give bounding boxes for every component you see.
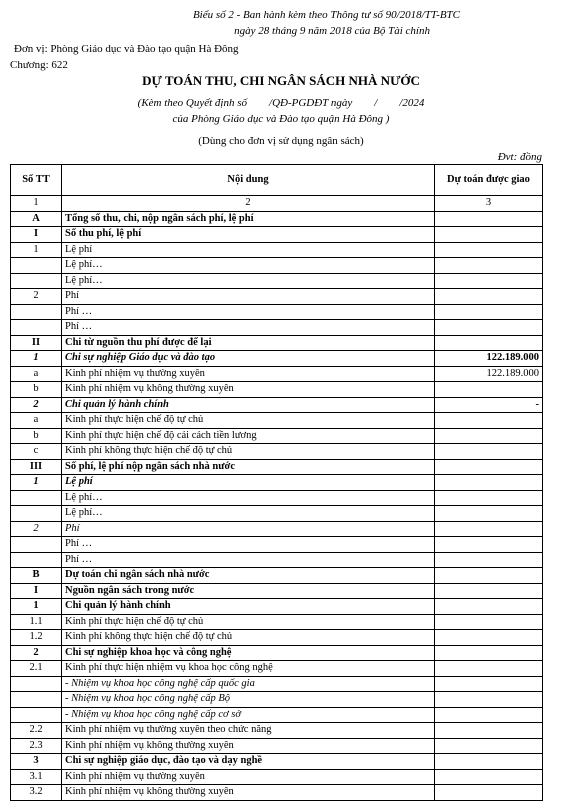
row-value	[435, 599, 543, 615]
table-row	[11, 614, 543, 630]
organization-line: Đơn vị: Phòng Giáo dục và Đào tạo quận Hà Đông	[14, 43, 239, 55]
row-content: Kinh phí không thực hiện chế độ tự chủ	[62, 630, 435, 646]
row-content: Chi từ nguồn thu phí được để lại	[62, 335, 435, 351]
row-number: b	[11, 382, 62, 398]
row-value	[435, 568, 543, 584]
table-row	[11, 211, 543, 227]
row-number	[11, 676, 62, 692]
table-row	[11, 785, 543, 801]
row-content: Lệ phí…	[62, 258, 435, 274]
row-number: 2	[11, 521, 62, 537]
row-content: Kinh phí nhiệm vụ thường xuyên	[62, 769, 435, 785]
row-value	[435, 289, 543, 305]
table-row	[11, 676, 543, 692]
table-row	[11, 459, 543, 475]
row-value	[435, 692, 543, 708]
table-row	[11, 273, 543, 289]
table-row	[11, 242, 543, 258]
row-number: B	[11, 568, 62, 584]
row-number	[11, 490, 62, 506]
row-content: Kinh phí không thực hiện chế độ tự chủ	[62, 444, 435, 460]
table-row	[11, 630, 543, 646]
row-value	[435, 273, 543, 289]
row-value: 122.189.000	[435, 366, 543, 382]
row-content: Chi sự nghiệp giáo dục, đào tạo và dạy nghề	[62, 754, 435, 770]
table-row	[11, 490, 543, 506]
row-number	[11, 258, 62, 274]
row-value	[435, 506, 543, 522]
row-value	[435, 769, 543, 785]
row-value	[435, 459, 543, 475]
table-header-row	[11, 165, 543, 196]
row-content: Kinh phí nhiệm vụ không thường xuyên	[62, 382, 435, 398]
row-number: 3.1	[11, 769, 62, 785]
row-content: Nguồn ngân sách trong nước	[62, 583, 435, 599]
row-number: 1	[11, 351, 62, 367]
row-value	[435, 227, 543, 243]
row-value	[435, 785, 543, 801]
column-number: 1	[11, 196, 62, 212]
row-value	[435, 475, 543, 491]
row-content: - Nhiệm vụ khoa học công nghệ cấp Bộ	[62, 692, 435, 708]
table-body	[11, 211, 543, 800]
table-row	[11, 413, 543, 429]
table-row	[11, 382, 543, 398]
table-row	[11, 723, 543, 739]
unit-note: Đvt: đồng	[497, 151, 542, 163]
row-number: b	[11, 428, 62, 444]
row-content: - Nhiệm vụ khoa học công nghệ cấp cơ sở	[62, 707, 435, 723]
column-header-content: Nội dung	[62, 165, 435, 196]
row-content: Kinh phí nhiệm vụ không thường xuyên	[62, 785, 435, 801]
row-content: Chi quản lý hành chính	[62, 397, 435, 413]
table-row	[11, 351, 543, 367]
row-content: Lệ phí…	[62, 506, 435, 522]
row-content: Kinh phí thực hiện chế độ cải cách tiền lương	[62, 428, 435, 444]
row-content: Số phí, lệ phí nộp ngân sách nhà nước	[62, 459, 435, 475]
table-row	[11, 521, 543, 537]
column-number-row	[11, 196, 543, 212]
row-value	[435, 630, 543, 646]
row-number: 2.1	[11, 661, 62, 677]
row-content: Kinh phí nhiệm vụ không thường xuyên	[62, 738, 435, 754]
row-content: Kinh phí thực hiện nhiệm vụ khoa học công nghệ	[62, 661, 435, 677]
row-value	[435, 661, 543, 677]
row-value: 122.189.000	[435, 351, 543, 367]
row-content: - Nhiệm vụ khoa học công nghệ cấp quốc gia	[62, 676, 435, 692]
table-row	[11, 335, 543, 351]
row-value	[435, 242, 543, 258]
row-value	[435, 320, 543, 336]
row-content: Dự toán chi ngân sách nhà nước	[62, 568, 435, 584]
row-number: a	[11, 366, 62, 382]
column-header-value: Dự toán được giao	[435, 165, 543, 196]
usage-note: (Dùng cho đơn vị sử dụng ngân sách)	[198, 135, 364, 147]
table-row	[11, 366, 543, 382]
row-number: III	[11, 459, 62, 475]
row-number	[11, 304, 62, 320]
table-row	[11, 754, 543, 770]
attachment-line-1: (Kèm theo Quyết định số /QĐ-PGDĐT ngày / /2024	[137, 97, 425, 109]
row-content: Phí …	[62, 552, 435, 568]
table-row	[11, 552, 543, 568]
row-content: Phí	[62, 289, 435, 305]
row-content: Số thu phí, lệ phí	[62, 227, 435, 243]
row-number	[11, 537, 62, 553]
row-value	[435, 676, 543, 692]
table-row	[11, 661, 543, 677]
row-number: 1	[11, 242, 62, 258]
row-number: 1	[11, 599, 62, 615]
row-value	[435, 707, 543, 723]
row-value	[435, 211, 543, 227]
row-content: Lệ phí	[62, 475, 435, 491]
row-number: 1	[11, 475, 62, 491]
row-number: 2.2	[11, 723, 62, 739]
row-number	[11, 273, 62, 289]
row-value	[435, 723, 543, 739]
row-value: -	[435, 397, 543, 413]
row-content: Kinh phí nhiệm vụ thường xuyên	[62, 366, 435, 382]
row-content: Tổng số thu, chi, nộp ngân sách phí, lệ phí	[62, 211, 435, 227]
row-number: 1.2	[11, 630, 62, 646]
row-value	[435, 413, 543, 429]
column-number: 3	[435, 196, 543, 212]
form-reference: Biểu số 2 - Ban hành kèm theo Thông tư số 90/2018/TT-BTC	[192, 9, 460, 21]
row-content: Kinh phí nhiệm vụ thường xuyên theo chức năng	[62, 723, 435, 739]
row-value	[435, 444, 543, 460]
row-number: I	[11, 227, 62, 243]
table-row	[11, 227, 543, 243]
attachment-line-2: của Phòng Giáo dục và Đào tạo quận Hà Đông )	[172, 113, 390, 125]
table-row	[11, 738, 543, 754]
row-number: 2	[11, 289, 62, 305]
row-value	[435, 738, 543, 754]
table-row	[11, 506, 543, 522]
row-value	[435, 335, 543, 351]
row-value	[435, 428, 543, 444]
row-content: Chi sự nghiệp khoa học và công nghệ	[62, 645, 435, 661]
table-row	[11, 568, 543, 584]
row-value	[435, 754, 543, 770]
table-row	[11, 258, 543, 274]
row-number: A	[11, 211, 62, 227]
column-header-no: Số TT	[11, 165, 62, 196]
row-value	[435, 521, 543, 537]
table-row	[11, 599, 543, 615]
row-number: 2	[11, 645, 62, 661]
row-value	[435, 583, 543, 599]
row-number	[11, 320, 62, 336]
row-value	[435, 537, 543, 553]
row-number	[11, 506, 62, 522]
row-content: Phí …	[62, 304, 435, 320]
row-value	[435, 614, 543, 630]
row-content: Kinh phí thực hiện chế độ tự chủ	[62, 413, 435, 429]
row-content: Phí …	[62, 320, 435, 336]
table-row	[11, 537, 543, 553]
table-row	[11, 428, 543, 444]
row-number: 2	[11, 397, 62, 413]
row-value	[435, 490, 543, 506]
table-row	[11, 692, 543, 708]
row-number: II	[11, 335, 62, 351]
column-number: 2	[62, 196, 435, 212]
row-number: 3	[11, 754, 62, 770]
table-row	[11, 444, 543, 460]
table-row	[11, 320, 543, 336]
budget-table	[10, 164, 543, 801]
row-value	[435, 258, 543, 274]
row-value	[435, 645, 543, 661]
table-row	[11, 769, 543, 785]
row-value	[435, 304, 543, 320]
row-content: Chi sự nghiệp Giáo dục và đào tạo	[62, 351, 435, 367]
row-content: Kinh phí thực hiện chế độ tự chủ	[62, 614, 435, 630]
row-number: I	[11, 583, 62, 599]
row-content: Lệ phí	[62, 242, 435, 258]
table-row	[11, 707, 543, 723]
form-reference-date: ngày 28 tháng 9 năm 2018 của Bộ Tài chính	[234, 25, 430, 37]
row-number: c	[11, 444, 62, 460]
table-row	[11, 475, 543, 491]
row-content: Phí	[62, 521, 435, 537]
table-row	[11, 304, 543, 320]
row-content: Lệ phí…	[62, 490, 435, 506]
table-row	[11, 397, 543, 413]
row-number	[11, 552, 62, 568]
row-number: 1.1	[11, 614, 62, 630]
row-number: 3.2	[11, 785, 62, 801]
row-number: 2.3	[11, 738, 62, 754]
chapter-line: Chương: 622	[10, 59, 68, 71]
row-number	[11, 692, 62, 708]
row-content: Phí …	[62, 537, 435, 553]
page-title: DỰ TOÁN THU, CHI NGÂN SÁCH NHÀ NƯỚC	[142, 73, 420, 88]
table-row	[11, 289, 543, 305]
row-number	[11, 707, 62, 723]
row-value	[435, 552, 543, 568]
row-number: a	[11, 413, 62, 429]
row-content: Chi quản lý hành chính	[62, 599, 435, 615]
row-content: Lệ phí…	[62, 273, 435, 289]
table-row	[11, 645, 543, 661]
row-value	[435, 382, 543, 398]
table-row	[11, 583, 543, 599]
